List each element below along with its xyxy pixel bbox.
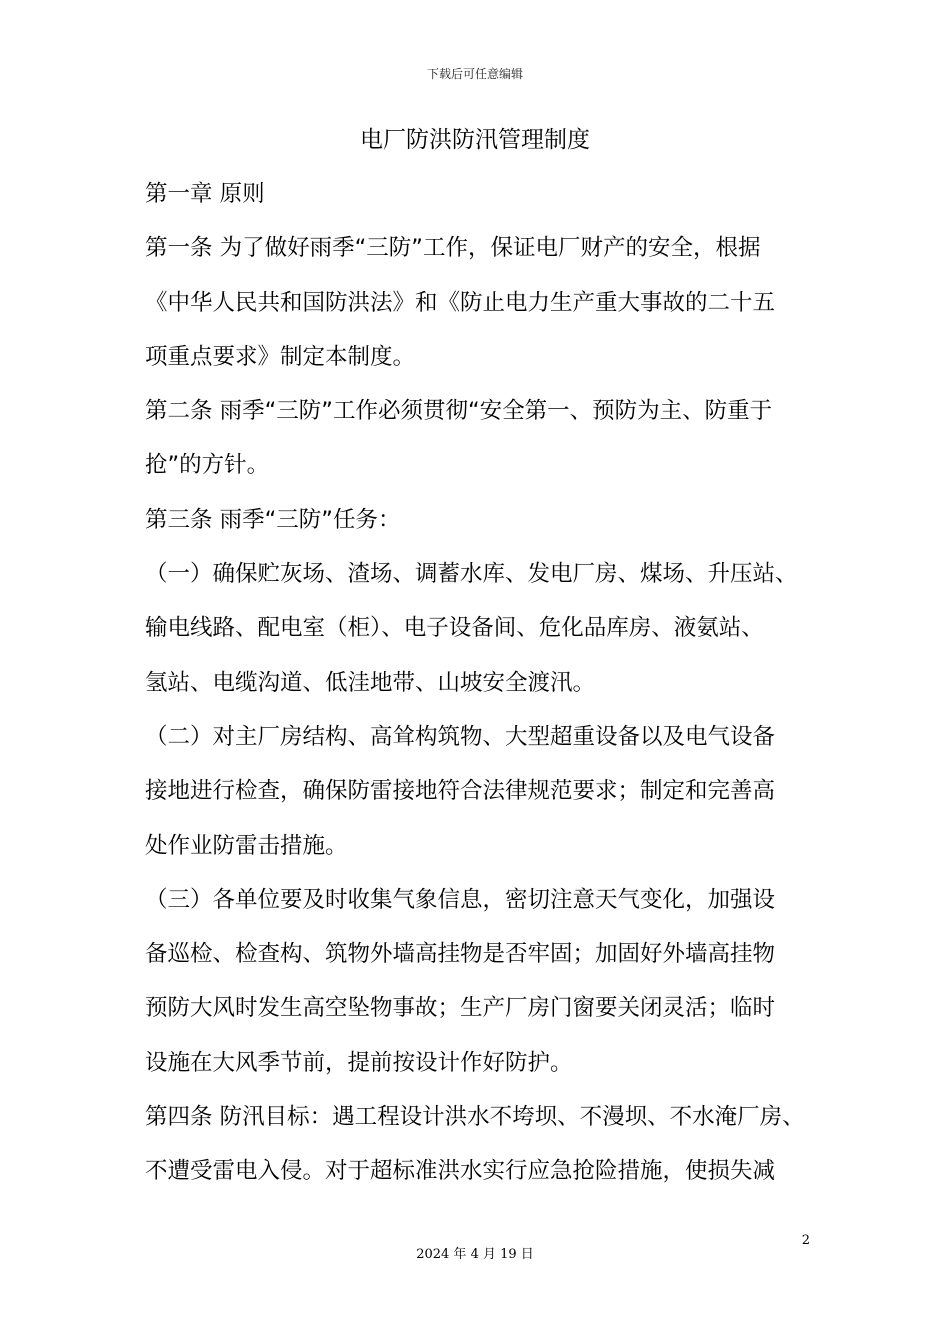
item-1-line-1: （一）确保贮灰场、渣场、调蓄水库、发电厂房、煤场、升压站、 [145, 561, 798, 588]
document-title: 电厂防洪防汛管理制度 [360, 127, 590, 153]
item-1-line-2: 输电线路、配电室（柜）、电子设备间、危化品库房、液氨站、 [145, 615, 764, 642]
item-2-line-1: （二）对主厂房结构、高耸构筑物、大型超重设备以及电气设备 [145, 723, 776, 750]
item-3-line-4: 设施在大风季节前，提前按设计作好防护。 [145, 1049, 573, 1076]
item-3-line-2: 备巡检、检查构、筑物外墙高挂物是否牢固；加固好外墙高挂物 [145, 941, 776, 968]
item-1-line-3: 氢站、电缆沟道、低洼地带、山坡安全渡汛。 [145, 669, 596, 696]
article-2-line-2: 抢”的方针。 [145, 452, 270, 479]
item-3-line-1: （三）各单位要及时收集气象信息，密切注意天气变化，加强设 [145, 886, 776, 913]
article-1-line-3: 项重点要求》制定本制度。 [145, 343, 416, 370]
article-3-heading: 第三条 雨季“三防”任务： [145, 506, 401, 533]
article-2-line-1: 第二条 雨季“三防”工作必须贯彻“安全第一、预防为主、防重于 [145, 398, 773, 425]
document-body [145, 176, 817, 1208]
page-number: 2 [801, 1233, 810, 1248]
item-3-line-3: 预防大风时发生高空坠物事故；生产厂房门窗要关闭灵活；临时 [145, 995, 776, 1022]
header-note: 下载后可任意编辑 [426, 67, 523, 81]
article-4-line-1: 第四条 防汛目标：遇工程设计洪水不垮坝、不漫坝、不水淹厂房、 [145, 1104, 805, 1131]
article-4-line-2: 不遭受雷电入侵。对于超标准洪水实行应急抢险措施，使损失减 [145, 1158, 776, 1185]
footer-date: 2024 年 4 月 19 日 [416, 1247, 534, 1262]
chapter-heading: 第一章 原则 [145, 181, 265, 207]
item-2-line-2: 接地进行检查，确保防雷接地符合法律规范要求；制定和完善高 [145, 778, 776, 805]
article-1-line-1: 第一条 为了做好雨季“三防”工作，保证电厂财产的安全，根据 [145, 235, 761, 262]
item-2-line-3: 处作业防雷击措施。 [145, 832, 348, 859]
article-1-line-2: 《中华人民共和国防洪法》和《防止电力生产重大事故的二十五 [145, 289, 776, 316]
